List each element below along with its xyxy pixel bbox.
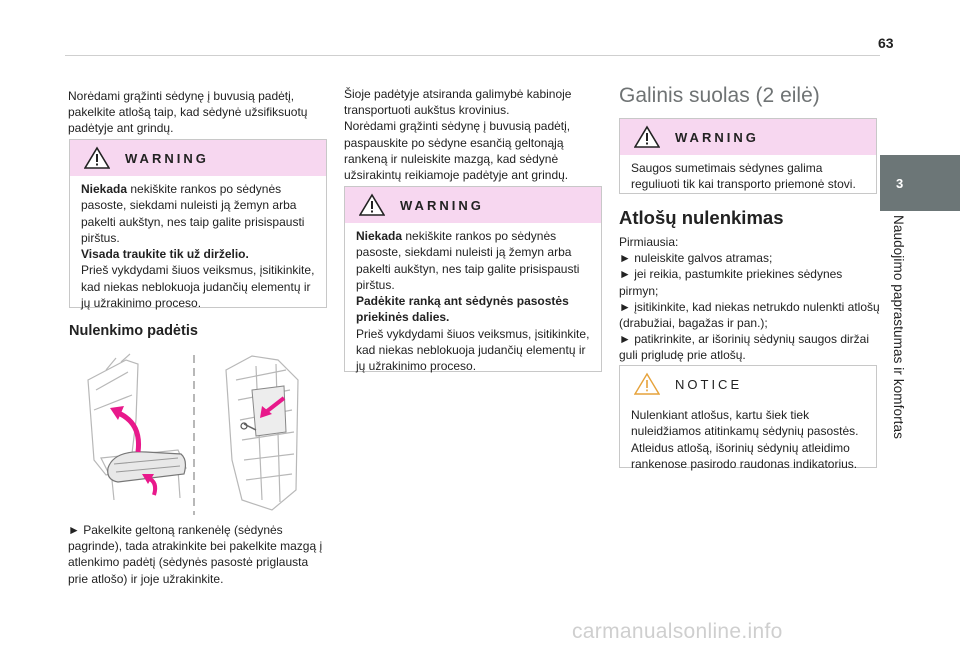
col2-warning-box (344, 186, 602, 372)
warning-title: WARNING (675, 130, 759, 145)
watermark: carmanualsonline.info (572, 620, 783, 643)
warning-text-1: nekiškite rankos po sėdynės pasoste, siekdami nuleisti ją žemyn arba pakelti aukštyn, nes taip galite prisispausti pirštus. (81, 182, 305, 245)
warning-bold-1: Niekada (81, 182, 128, 196)
warning-icon (634, 125, 660, 149)
warning-title: WARNING (125, 151, 209, 166)
col1-intro: Norėdami grąžinti sėdynę į buvusią padėtį, pakelkite atlošą taip, kad sėdynė užsifiksuotų padėtyje ant grindų. (68, 89, 308, 136)
warning-title: WARNING (400, 198, 484, 213)
chapter-number: 3 (896, 176, 904, 191)
warning-icon (84, 146, 110, 170)
seat-folding-illustration (66, 350, 310, 518)
warning-bold-2: Padėkite ranką ant sėdynės pasostės priekinės dalies. (356, 294, 569, 325)
warning-header (345, 187, 601, 223)
warning-header (70, 140, 326, 176)
section-title: Galinis suolas (2 eilė) (619, 84, 820, 107)
folding-position-heading: Nulenkimo padėtis (69, 323, 198, 339)
col1-warning-box (69, 139, 327, 311)
warning-body (70, 176, 326, 319)
notice-header (620, 366, 876, 402)
warning-text-2: Prieš vykdydami šiuos veiksmus, įsitikinkite, kad niekas neblokuoja judančių elementų ir jų užrakinimo proceso. (81, 263, 315, 311)
warning-body (345, 223, 601, 383)
warning-icon (359, 193, 385, 217)
notice-box (619, 365, 877, 471)
warning-bold-1: Niekada (356, 229, 403, 243)
top-divider (65, 55, 880, 56)
warning-text-2: Prieš vykdydami šiuos veiksmus, įsitikinkite, kad niekas neblokuoja judančių elementų ir jų užrakinimo proceso. (356, 326, 590, 374)
col2-intro: Šioje padėtyje atsiranda galimybė kabinoje transportuoti aukštus krovinius. Norėdami grąžinti sėdynę į buvusią padėtį, paspauskite po sėdyne esančią geltonąją rankeną ir nuleiskite mazgą, kad sėdynė užsirakintų reikiamoje padėtyje ant grindų. (344, 87, 572, 183)
warning-body: Saugos sumetimais sėdynes galima reguliuoti tik kai transporto priemonė stovi. (631, 161, 856, 192)
col3-warning-box (619, 118, 877, 194)
notice-body: Nulenkiant atlošus, kartu šiek tiek nuleidžiamos atitinkamų sėdynių pasostės. Atleidus atlošą, išorinių sėdynių atleidimo rankenose pasirodo raudonas indikatorius. (631, 408, 859, 471)
notice-title: NOTICE (675, 377, 743, 392)
backrest-folding-heading: Atlošų nulenkimas (619, 207, 784, 228)
warning-bold-2: Visada traukite tik už dirželio. (81, 247, 249, 262)
warning-text-1: nekiškite rankos po sėdynės pasoste, siekdami nuleisti ją žemyn arba pakelti aukštyn, nes taip galite prisispausti pirštus. (356, 229, 580, 292)
chapter-title: Naudojimo paprastumas ir komfortas (891, 215, 906, 439)
col1-instruction: ► Pakelkite geltoną rankenėlę (sėdynės pagrinde), tada atrakinkite bei pakelkite mazgą į atlenkimo padėtį (sėdynės pasostė priglausta prie atlošo) ir joje užrakinkite. (68, 523, 323, 586)
notice-icon (634, 372, 660, 396)
warning-header (620, 119, 876, 155)
col3-steps: Pirmiausia: ► nuleiskite galvos atramas; ► jei reikia, pastumkite priekines sėdynes pirmyn; ► įsitikinkite, kad niekas netrukdo nulenkti atlošų (drabužiai, bagažas ir pan.); ► patikrinkite, ar išorinių sėdynių saugos diržai guli prigludę prie atlošų. (619, 235, 880, 363)
chapter-tab[interactable] (880, 155, 960, 211)
page-number: 63 (878, 35, 894, 51)
